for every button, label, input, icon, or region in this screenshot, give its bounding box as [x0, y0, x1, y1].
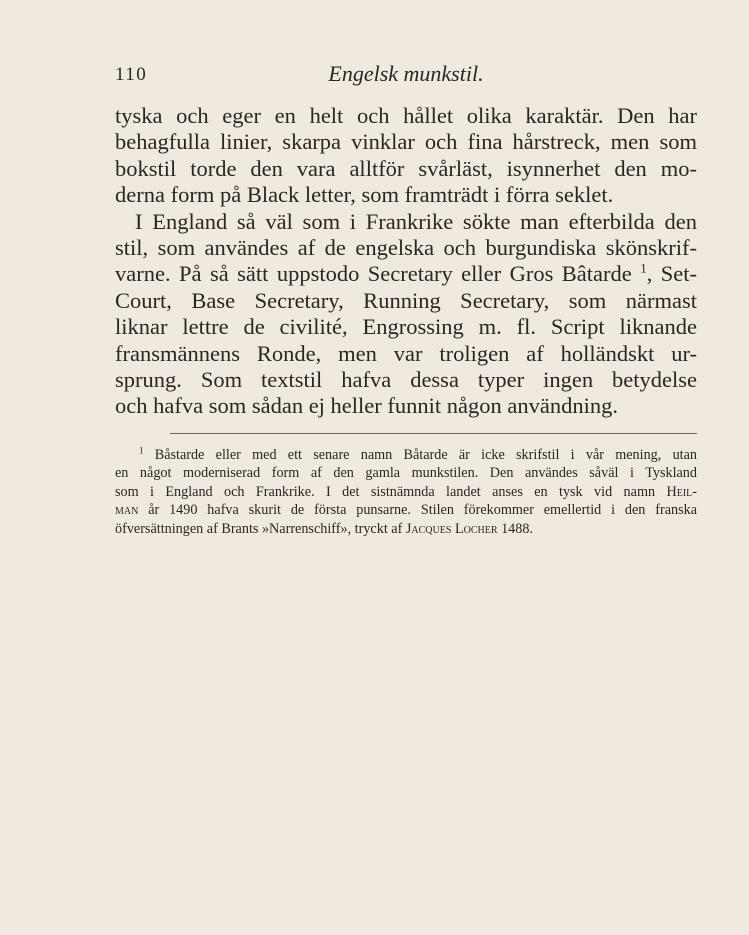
name-small-caps: Jacques Locher: [405, 520, 498, 537]
text-line: Court, Base Secretary, Running Secretary, som närmast: [115, 287, 697, 313]
text-line: bokstil torde den vara alltför svårläst, isynnerhet den mo-: [115, 155, 697, 181]
text-fragment: öfversättningen af Brants »Narrenschiff», tryckt af: [115, 520, 403, 537]
text-line: fransmännens Ronde, men var troligen af holländskt ur-: [115, 340, 697, 366]
page-number: 110: [115, 64, 148, 85]
main-text: [115, 103, 697, 420]
text-line: sprung. Som textstil hafva dessa typer ingen betydelse: [115, 367, 697, 393]
footnote-line: [115, 501, 697, 519]
footnote-line: [115, 483, 697, 501]
text-fragment: , Set-: [646, 261, 697, 287]
text-line: derna form på Black letter, som framträdt i förra seklet.: [115, 182, 614, 208]
text-line: stil, som användes af de engelska och burgundiska skönskrif-: [115, 235, 697, 261]
footnote-divider: [170, 433, 697, 434]
text-line: tyska och eger en helt och hållet olika karaktär. Den har: [115, 103, 697, 128]
page-header: [115, 61, 697, 92]
text-line: [115, 261, 697, 287]
text-fragment: som i England och Frankrike. I det sistnämnda landet anses en tysk vid namn: [115, 483, 656, 500]
text-fragment: Båstarde eller med ett senare namn Båtarde är icke skrifstil i vår mening, utan: [154, 447, 698, 463]
text-line: liknar lettre de civilité, Engrossing m. fl. Script liknande: [115, 314, 697, 340]
text-fragment: 1488.: [501, 520, 533, 537]
footnote-reference: 1: [640, 260, 647, 276]
name-small-caps: Heil-: [666, 483, 697, 500]
footnote-marker: 1: [139, 445, 144, 456]
text-fragment: år 1490 hafva skurit de första punsarne. Stilen förekommer emellertid i den franska: [148, 502, 698, 519]
text-fragment: varne. På så sätt uppstodo Secretary eller Gros Bâtarde: [115, 261, 632, 287]
text-line: I England så väl som i Frankrike sökte man efterbilda den: [135, 208, 697, 234]
footnote-line: [115, 520, 697, 538]
footnote-line: [115, 446, 697, 464]
name-small-caps: man: [115, 502, 139, 519]
text-line: behagfulla linier, skarpa vinklar och fina hårstreck, men som: [115, 129, 697, 155]
text-line: och hafva som sådan ej heller funnit någon användning.: [115, 393, 618, 419]
footnote-line: en något moderniserad form af den gamla munkstilen. Den användes såväl i Tyskland: [115, 465, 697, 482]
running-title: Engelsk munkstil.: [328, 61, 484, 86]
footnote: [115, 446, 697, 538]
